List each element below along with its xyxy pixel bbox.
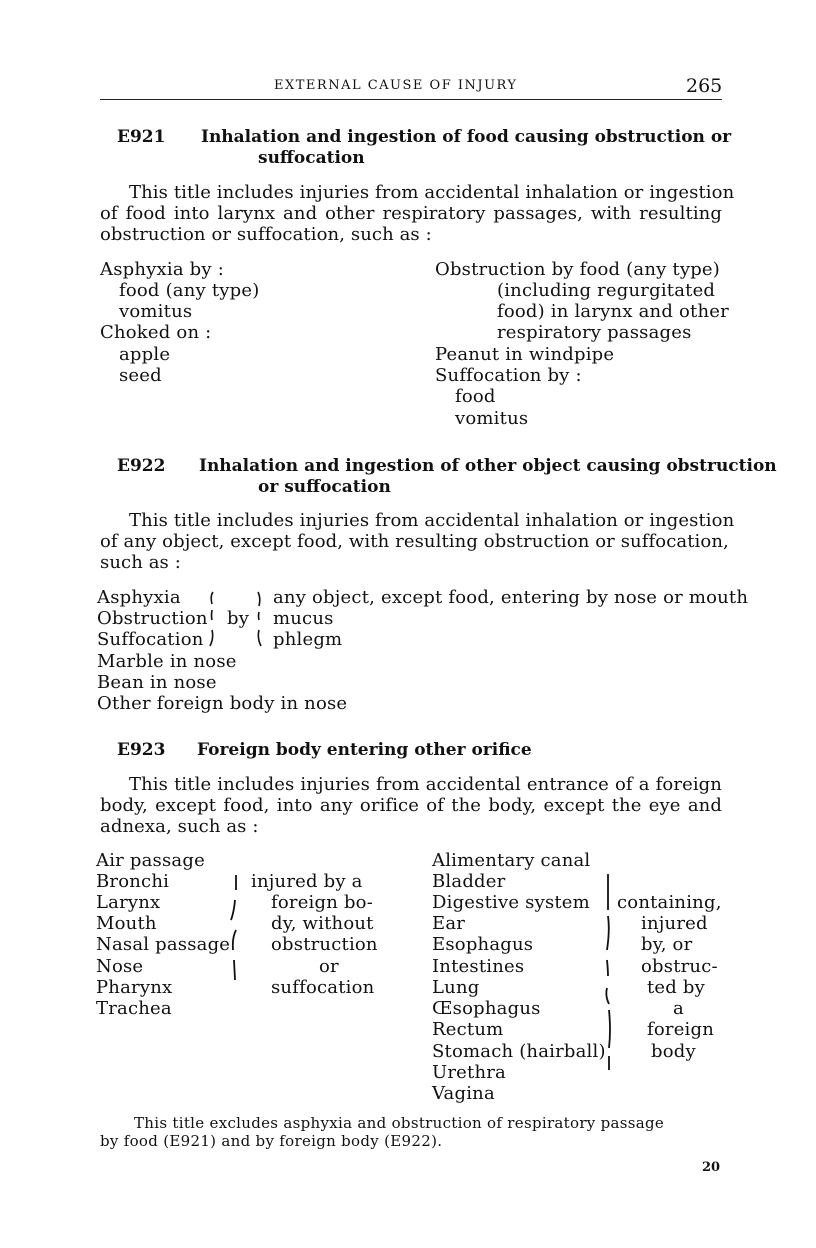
e923-right-item: Esophagus (432, 934, 534, 955)
e923-right-qualifier: a (673, 998, 684, 1019)
e923-left-qualifier: injured by a (251, 871, 363, 892)
e922-intro-line: of any object, except food, with resulting obstruction or suffocation, (100, 531, 729, 552)
e923-left-item: Nose (96, 956, 144, 977)
e923-left-item: Larynx (96, 892, 161, 913)
e923-excludes-line: by food (E921) and by foreign body (E922). (100, 1132, 443, 1150)
e923-right-item: Alimentary canal (432, 850, 591, 871)
e922-other-item: Bean in nose (97, 672, 217, 693)
e923-right-item: Intestines (432, 956, 525, 977)
e922-other-item: Marble in nose (97, 651, 237, 672)
e923-left-item: Trachea (96, 998, 172, 1019)
e923-right-item: Lung (432, 977, 480, 998)
e922-intro-line: This title includes injuries from accidental inhalation or ingestion (129, 510, 735, 531)
left-brace-icon (207, 590, 217, 650)
e921-right-item: respiratory passages (497, 322, 692, 343)
e923-right-item: Digestive system (432, 892, 590, 913)
e921-intro (100, 182, 735, 245)
e923-right-item: Ear (432, 913, 466, 934)
signature-mark: 20 (702, 1160, 721, 1175)
e923-right-item: Rectum (432, 1019, 504, 1040)
e923-left-qualifier: or (319, 956, 339, 977)
e923-intro-line: body, except food, into any orifice of the body, except the eye and (100, 795, 722, 816)
section-title-e922-line2: or suffocation (258, 477, 391, 497)
e923-left-item: Nasal passage (96, 934, 231, 955)
running-title: EXTERNAL CAUSE OF INJURY (274, 78, 518, 93)
e922-agent: mucus (273, 608, 334, 629)
e923-right-item: Urethra (432, 1062, 506, 1083)
left-brace-icon (228, 872, 240, 990)
e923-right-item: Vagina (432, 1083, 495, 1104)
e921-right-item: Peanut in windpipe (435, 344, 615, 365)
e922-by: by (227, 608, 250, 629)
header-rule (100, 99, 722, 100)
e921-right-item: Obstruction by food (any type) (435, 259, 720, 280)
section-title-e923: Foreign body entering other orifice (197, 740, 532, 760)
e923-right-qualifier: body (651, 1041, 696, 1062)
e923-left-qualifier: foreign bo- (271, 892, 373, 913)
e923-left-item: Bronchi (96, 871, 170, 892)
e921-left-item: seed (119, 365, 162, 386)
e923-excludes-line: This title excludes asphyxia and obstruction of respiratory passage (134, 1114, 665, 1132)
e923-right-qualifier: ted by (647, 977, 706, 998)
e923-left-item: Mouth (96, 913, 157, 934)
section-code-e923: E923 (117, 740, 166, 760)
section-title-e921-line2: suffocation (258, 148, 365, 168)
right-brace-icon (602, 870, 614, 1078)
e923-left-item: Pharynx (96, 977, 173, 998)
e923-right-qualifier: containing, (617, 892, 722, 913)
e923-right-qualifier: injured (641, 913, 708, 934)
e922-agent: phlegm (273, 629, 343, 650)
e923-right-qualifier: obstruc- (641, 956, 718, 977)
e922-condition: Asphyxia (97, 587, 181, 608)
section-code-e921: E921 (117, 127, 166, 147)
e923-right-item: Œsophagus (432, 998, 541, 1019)
e923-left-qualifier: dy, without (271, 913, 374, 934)
e922-intro (100, 510, 735, 573)
e921-left-item: Asphyxia by : (100, 259, 224, 280)
e921-left-item: food (any type) (119, 280, 260, 301)
e922-condition: Obstruction (97, 608, 208, 629)
e921-right-item: food (455, 386, 496, 407)
e923-left-item: Air passage (96, 850, 205, 871)
e923-left-qualifier: suffocation (271, 977, 375, 998)
e923-right-qualifier: by, or (641, 934, 693, 955)
page-number: 265 (686, 75, 723, 97)
e923-right-item: Bladder (432, 871, 506, 892)
e923-right-qualifier: foreign (647, 1019, 715, 1040)
e921-intro-line: of food into larynx and other respiratory passages, with resulting (100, 203, 722, 224)
section-title-e921-line1: Inhalation and ingestion of food causing obstruction or (201, 127, 732, 147)
e921-left-item: vomitus (119, 301, 193, 322)
e921-right-item: food) in larynx and other (497, 301, 729, 322)
e923-right-item: Stomach (hairball) (432, 1041, 606, 1062)
section-code-e922: E922 (117, 456, 166, 476)
e922-intro-line: such as : (100, 552, 181, 573)
right-brace-icon (254, 590, 264, 650)
e923-intro-line: adnexa, such as : (100, 816, 259, 837)
e921-right-item: Suffocation by : (435, 365, 582, 386)
e922-agent: any object, except food, entering by nose or mouth (273, 587, 749, 608)
section-title-e922-line1: Inhalation and ingestion of other object causing obstruction (199, 456, 777, 476)
e922-other-item: Other foreign body in nose (97, 693, 348, 714)
e923-intro (100, 774, 722, 837)
e921-right-item: vomitus (455, 408, 529, 429)
e921-intro-line: This title includes injuries from accidental inhalation or ingestion (129, 182, 735, 203)
e921-intro-line: obstruction or suffocation, such as : (100, 224, 432, 245)
e923-left-qualifier: obstruction (271, 934, 378, 955)
e921-left-item: apple (119, 344, 171, 365)
e923-intro-line: This title includes injuries from accidental entrance of a foreign (129, 774, 722, 795)
e921-right-item: (including regurgitated (497, 280, 716, 301)
e921-left-item: Choked on : (100, 322, 212, 343)
e922-condition: Suffocation (97, 629, 204, 650)
